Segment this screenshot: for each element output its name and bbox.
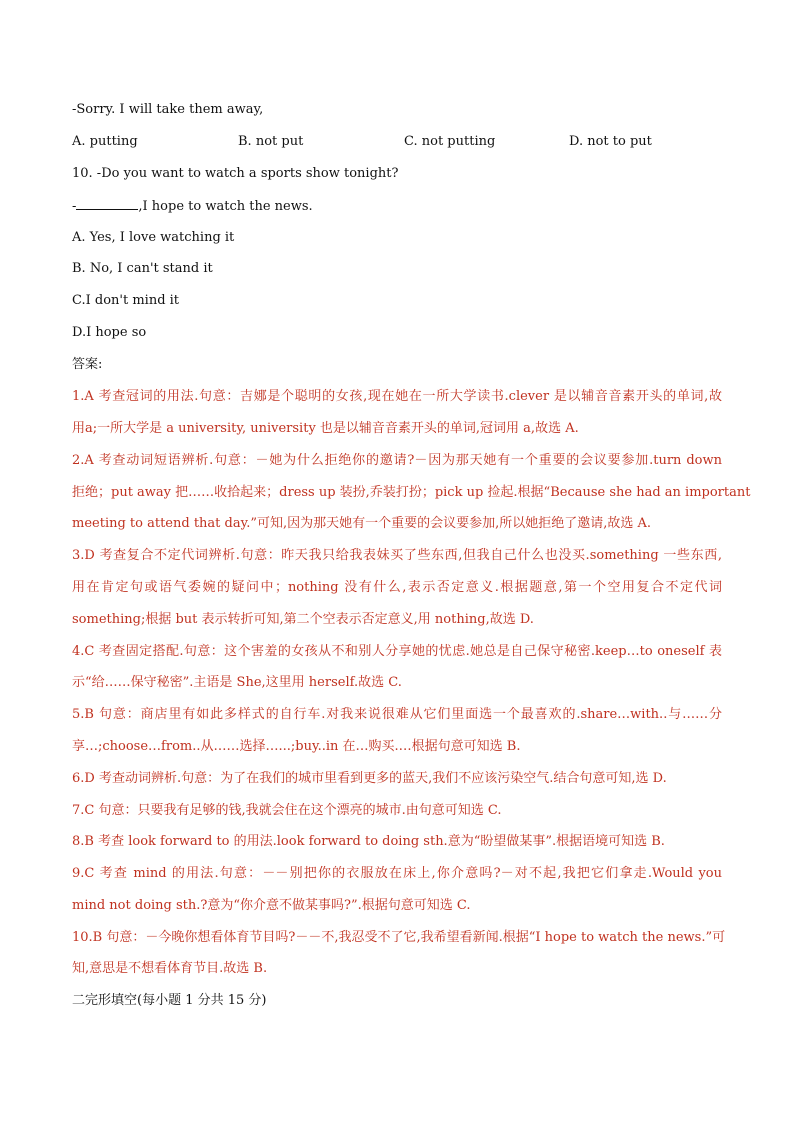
q9-option-d: D. not to put <box>569 134 652 149</box>
answer-line: 6.D 考查动词辨析.句意：为了在我们的城市里看到更多的蓝天,我们不应该污染空气.结合句意可知,选 D. <box>72 771 667 786</box>
q10-option-c: C.I don't mind it <box>72 293 180 308</box>
answer-line: 拒绝；put away 把……收拾起来；dress up 装扮,乔装打扮；pick up 捡起.根据“Because she had an important <box>72 485 751 500</box>
q10-option-a: A. Yes, I love watching it <box>72 230 235 245</box>
answer-line: 7.C 句意：只要我有足够的钱,我就会住在这个漂亮的城市.由句意可知选 C. <box>72 803 502 818</box>
answer-line: 10.B 句意：－今晚你想看体育节目吗?－－不,我忍受不了它,我希望看新闻.根据“I hope to watch the news.”可 <box>72 930 726 945</box>
q10-blank-prefix: - <box>72 199 77 214</box>
answer-line: 5.B 句意：商店里有如此多样式的自行车.对我来说很难从它们里面选一个最喜欢的.share…with..与……分 <box>72 707 722 722</box>
q10-option-b: B. No, I can't stand it <box>72 261 213 276</box>
q10-answer-line <box>72 197 313 216</box>
answer-line: meeting to attend that day.”可知,因为那天她有一个重要的会议要参加,所以她拒绝了邀请,故选 A. <box>72 516 652 531</box>
answer-line: something;根据 but 表示转折可知,第二个空表示否定意义,用 nothing,故选 D. <box>72 612 534 627</box>
answer-line: 用在肯定句或语气委婉的疑问中；nothing 没有什么,表示否定意义.根据题意,第一个空用复合不定代词 <box>72 580 722 595</box>
q10-option-d: D.I hope so <box>72 325 147 340</box>
answer-line: 示“给……保守秘密”.主语是 She,这里用 herself.故选 C. <box>72 675 402 690</box>
q10-blank <box>76 197 138 210</box>
q9-option-b: B. not put <box>238 134 304 149</box>
answer-line: 1.A 考查冠词的用法.句意：吉娜是个聪明的女孩,现在她在一所大学读书.clever 是以辅音音素开头的单词,故 <box>72 389 722 404</box>
q10-blank-suffix: ,I hope to watch the news. <box>138 199 313 214</box>
answer-line: 知,意思是不想看体育节目.故选 B. <box>72 961 268 976</box>
answers-heading: 答案: <box>72 357 103 372</box>
answer-line: 4.C 考查固定搭配.句意：这个害羞的女孩从不和别人分享她的忧虑.她总是自己保守秘密.keep…to oneself 表 <box>72 644 722 659</box>
answer-line: 3.D 考查复合不定代词辨析.句意：昨天我只给我表妹买了些东西,但我自己什么也没买.something 一些东西, <box>72 548 722 563</box>
answer-line: 8.B 考查 look forward to 的用法.look forward to doing sth.意为“盼望做某事”.根据语境可知选 B. <box>72 834 665 849</box>
q10-prompt: 10. -Do you want to watch a sports show tonight? <box>72 166 399 181</box>
answer-line: 用a;一所大学是 a university, university 也是以辅音音素开头的单词,冠词用 a,故选 A. <box>72 421 579 436</box>
q9-option-a: A. putting <box>72 134 138 149</box>
section-heading: 二完形填空(每小题 1 分共 15 分) <box>72 993 267 1008</box>
answer-line: mind not doing sth.?意为“你介意不做某事吗?”.根据句意可知选 C. <box>72 898 471 913</box>
q9-dialog-line: -Sorry. I will take them away, <box>72 102 264 117</box>
answer-line: 2.A 考查动词短语辨析.句意：－她为什么拒绝你的邀请?－因为那天她有一个重要的会议要参加.turn down <box>72 453 722 468</box>
q9-option-c: C. not putting <box>404 134 496 149</box>
answer-line: 享…;choose…from..从……选择…...;buy..in 在…购买.…根据句意可知选 B. <box>72 739 521 754</box>
answer-line: 9.C 考查 mind 的用法.句意：－－别把你的衣服放在床上,你介意吗?－对不起,我把它们拿走.Would you <box>72 866 722 881</box>
